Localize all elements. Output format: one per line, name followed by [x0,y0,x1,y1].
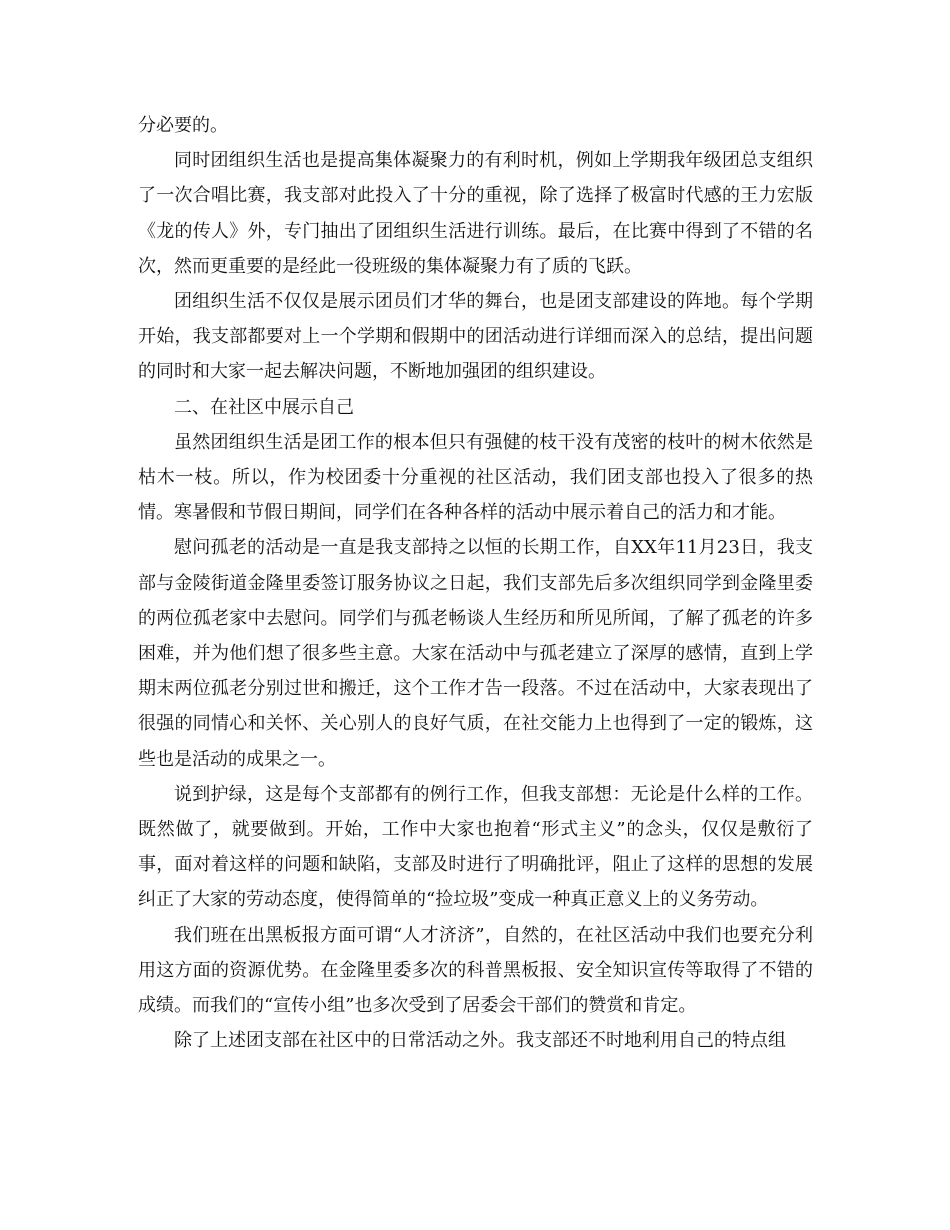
section-heading-community: 二、在社区中展示自己 [174,396,354,418]
paragraph-choir-competition: 同时团组织生活也是提高集体凝聚力的有利时机，例如上学期我年级团总支组织了一次合唱比赛，我支部对此投入了十分的重视，除了选择了极富时代感的王力宏版《龙的传人》外，专门抽出了团组织生活进行训练。最后，在比赛中得到了不错的名次，然而更重要的是经此一役班级的集体凝聚力有了质的飞跃。 [138,150,813,277]
document-page [138,108,813,1058]
paragraph-continuation: 分必要的。 [138,115,228,136]
paragraph-other-activities: 除了上述团支部在社区中的日常活动之外。我支部还不时地利用自己的特点组 [174,1030,786,1052]
paragraph-blackboard-newsletter: 我们班在出黑板报方面可谓“人才济济”，自然的，在社区活动中我们也要充分利用这方面的资源优势。在金隆里委多次的科普黑板报、安全知识宣传等取得了不错的成绩。而我们的“宣传小组”也多次受到了居委会干部们的赞赏和肯定。 [138,924,813,1017]
paragraph-elderly-visits: 慰问孤老的活动是一直是我支部持之以恒的长期工作，自XX年11月23日，我支部与金陵街道金隆里委签订服务协议之日起，我们支部先后多次组织同学到金隆里委的两位孤老家中去慰问。同学们与孤老畅谈人生经历和所见所闻，了解了孤老的许多困难，并为他们想了很多些主意。大家在活动中与孤老建立了深厚的感情，直到上学期末两位孤老分别过世和搬迁，这个工作才告一段落。不过在活动中，大家表现出了很强的同情心和关怀、关心别人的良好气质，在社交能力上也得到了一定的锻炼，这些也是活动的成果之一。 [138,537,813,770]
paragraph-community-activities: 虽然团组织生活是团工作的根本但只有强健的枝干没有茂密的枝叶的树木依然是枯木一枝。所以，作为校团委十分重视的社区活动，我们团支部也投入了很多的热情。寒暑假和节假日期间，同学们在各种各样的活动中展示着自己的活力和才能。 [138,431,813,524]
paragraph-green-protection: 说到护绿，这是每个支部都有的例行工作，但我支部想：无论是什么样的工作。既然做了，就要做到。开始，工作中大家也抱着“形式主义”的念头，仅仅是敷衍了事，面对着这样的问题和缺陷，支部及时进行了明确批评，阻止了这样的思想的发展纠正了大家的劳动态度，使得简单的“捡垃圾”变成一种真正意义上的义务劳动。 [138,783,813,911]
paragraph-organization-building: 团组织生活不仅仅是展示团员们才华的舞台，也是团支部建设的阵地。每个学期开始，我支部都要对上一个学期和假期中的团活动进行详细而深入的总结，提出问题的同时和大家一起去解决问题，不断地加强团的组织建设。 [138,291,813,383]
